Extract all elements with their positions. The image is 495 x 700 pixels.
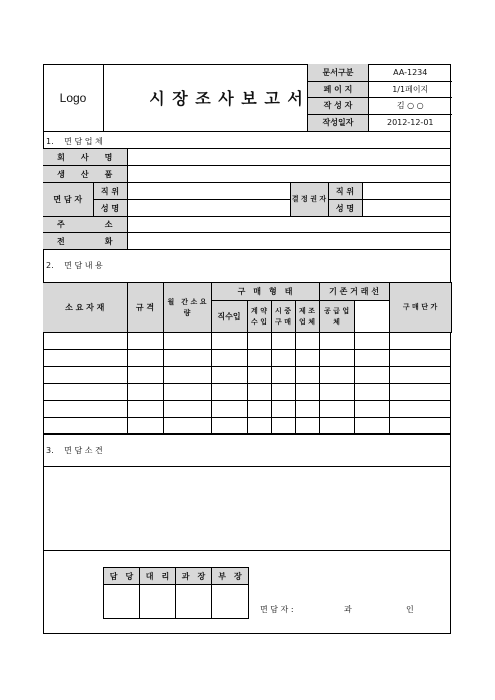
date-label: 작성일자 xyxy=(308,114,369,131)
section1-title-bar xyxy=(43,131,451,149)
phone-field[interactable] xyxy=(127,233,451,250)
interviewee-name-field[interactable] xyxy=(127,200,290,217)
approver-name-field[interactable] xyxy=(362,200,451,217)
company-info-table xyxy=(43,148,451,250)
col-contract-import: 계 약 수 입 xyxy=(247,301,271,333)
table-cell[interactable] xyxy=(354,367,389,384)
approval-sign-staff[interactable] xyxy=(104,585,140,619)
table-cell[interactable] xyxy=(271,384,295,401)
table-cell[interactable] xyxy=(163,367,211,384)
table-cell[interactable] xyxy=(43,384,127,401)
table-cell[interactable] xyxy=(389,384,451,401)
col-direct-import: 직수입 xyxy=(211,301,247,333)
table-cell[interactable] xyxy=(247,367,271,384)
table-cell[interactable] xyxy=(211,418,247,435)
table-row xyxy=(43,367,451,384)
table-cell[interactable] xyxy=(163,401,211,418)
table-cell[interactable] xyxy=(389,350,451,367)
table-cell[interactable] xyxy=(295,401,319,418)
table-cell[interactable] xyxy=(43,418,127,435)
author-label: 작 성 자 xyxy=(308,97,369,114)
table-cell[interactable] xyxy=(389,367,451,384)
table-cell[interactable] xyxy=(247,333,271,350)
section3-title: 3. 면 담 소 견 xyxy=(46,446,103,455)
approval-table xyxy=(103,567,249,619)
author-value: 김 ○ ○ xyxy=(369,97,452,114)
page-title: 시 장 조 사 보 고 서 xyxy=(149,89,304,108)
product-label: 생 산 품 xyxy=(43,166,127,183)
table-cell[interactable] xyxy=(295,418,319,435)
table-row xyxy=(43,333,451,350)
col-purchase-type: 구 매 형 태 xyxy=(211,283,319,301)
doc-type-value: AA-1234 xyxy=(369,64,452,81)
table-cell[interactable] xyxy=(319,401,354,418)
table-cell[interactable] xyxy=(319,418,354,435)
table-cell[interactable] xyxy=(354,418,389,435)
approval-sign-section-chief[interactable] xyxy=(176,585,212,619)
table-cell[interactable] xyxy=(354,333,389,350)
opinion-area[interactable] xyxy=(43,466,451,551)
col-unit-price: 구 매 단 가 xyxy=(389,283,451,333)
section1-title: 1. 면 담 업 체 xyxy=(46,137,103,146)
interviewee-label: 면 담 자 xyxy=(43,183,93,217)
approver-label: 결 정 권 자 xyxy=(290,183,328,217)
table-cell[interactable] xyxy=(211,350,247,367)
section2-title: 2. 면 담 내 용 xyxy=(46,261,103,270)
table-cell[interactable] xyxy=(163,384,211,401)
approval-sign-assistant-manager[interactable] xyxy=(140,585,176,619)
table-cell[interactable] xyxy=(247,350,271,367)
table-cell[interactable] xyxy=(163,350,211,367)
doc-type-label: 문서구분 xyxy=(308,64,369,81)
table-cell[interactable] xyxy=(295,333,319,350)
product-field[interactable] xyxy=(127,166,451,183)
interview-content-rows xyxy=(43,332,451,435)
col-spec: 규 격 xyxy=(127,283,163,333)
interviewee-position-label: 직 위 xyxy=(93,183,127,200)
approver-position-field[interactable] xyxy=(362,183,451,200)
col-market-purchase: 시 중 구 매 xyxy=(271,301,295,333)
table-cell[interactable] xyxy=(163,333,211,350)
col-material: 소 요 자 재 xyxy=(43,283,127,333)
table-cell[interactable] xyxy=(43,333,127,350)
table-cell[interactable] xyxy=(319,384,354,401)
company-name-field[interactable] xyxy=(127,149,451,166)
table-cell[interactable] xyxy=(247,384,271,401)
interview-content-table xyxy=(43,282,451,333)
approver-position-label: 직 위 xyxy=(328,183,362,200)
table-cell[interactable] xyxy=(211,367,247,384)
interviewee-position-field[interactable] xyxy=(127,183,290,200)
col-monthly-usage: 월 간 소 요 량 xyxy=(163,283,211,333)
company-name-label: 회 사 명 xyxy=(43,149,127,166)
footer-section-label: 과 xyxy=(344,605,352,614)
table-row xyxy=(43,401,451,418)
logo-cell xyxy=(43,64,104,131)
address-field[interactable] xyxy=(127,217,451,233)
table-cell[interactable] xyxy=(389,418,451,435)
table-cell[interactable] xyxy=(211,384,247,401)
section2-title-bar xyxy=(43,249,451,282)
table-cell[interactable] xyxy=(127,384,163,401)
approval-sign-department-head[interactable] xyxy=(212,585,249,619)
footer-seal-label: 인 xyxy=(406,605,414,614)
doc-info-table xyxy=(307,64,452,131)
approver-name-label: 성 명 xyxy=(328,200,362,217)
table-cell[interactable] xyxy=(389,401,451,418)
table-cell[interactable] xyxy=(295,350,319,367)
table-cell[interactable] xyxy=(211,401,247,418)
table-cell[interactable] xyxy=(271,333,295,350)
table-cell[interactable] xyxy=(389,333,451,350)
table-cell[interactable] xyxy=(271,367,295,384)
table-cell[interactable] xyxy=(211,333,247,350)
table-cell[interactable] xyxy=(43,401,127,418)
table-cell[interactable] xyxy=(163,418,211,435)
table-cell[interactable] xyxy=(271,418,295,435)
approval-label-staff: 담 당 xyxy=(104,568,140,585)
table-cell[interactable] xyxy=(127,367,163,384)
phone-label: 전 화 xyxy=(43,233,127,250)
table-cell[interactable] xyxy=(43,367,127,384)
approval-label-section-chief: 과 장 xyxy=(176,568,212,585)
table-row xyxy=(43,384,451,401)
approval-label-department-head: 부 장 xyxy=(212,568,249,585)
table-cell[interactable] xyxy=(127,333,163,350)
table-cell[interactable] xyxy=(127,350,163,367)
page-label: 페 이 지 xyxy=(308,81,369,97)
table-cell[interactable] xyxy=(319,367,354,384)
col-manufacturer: 제 조 업 체 xyxy=(295,301,319,333)
approval-label-assistant-manager: 대 리 xyxy=(140,568,176,585)
table-cell[interactable] xyxy=(127,401,163,418)
table-cell[interactable] xyxy=(247,418,271,435)
table-cell[interactable] xyxy=(271,401,295,418)
table-cell[interactable] xyxy=(247,401,271,418)
date-value: 2012-12-01 xyxy=(369,114,452,131)
col-supplier: 공 급 업 체 xyxy=(319,301,354,333)
table-cell[interactable] xyxy=(43,350,127,367)
address-label: 주 소 xyxy=(43,217,127,233)
interviewee-name-label: 성 명 xyxy=(93,200,127,217)
table-cell[interactable] xyxy=(271,350,295,367)
table-cell[interactable] xyxy=(295,384,319,401)
col-existing-supplier: 기 존 거 래 선 xyxy=(319,283,389,301)
table-row xyxy=(43,350,451,367)
table-cell[interactable] xyxy=(295,367,319,384)
section3-title-bar xyxy=(43,433,451,466)
table-cell[interactable] xyxy=(354,384,389,401)
table-cell[interactable] xyxy=(127,418,163,435)
table-cell[interactable] xyxy=(354,350,389,367)
table-cell[interactable] xyxy=(319,350,354,367)
table-cell[interactable] xyxy=(354,401,389,418)
interviewer-label: 면 담 자 : xyxy=(260,605,294,614)
logo: Logo xyxy=(59,90,87,105)
table-cell[interactable] xyxy=(319,333,354,350)
page-value: 1/1페이지 xyxy=(369,81,452,97)
table-row xyxy=(43,418,451,435)
